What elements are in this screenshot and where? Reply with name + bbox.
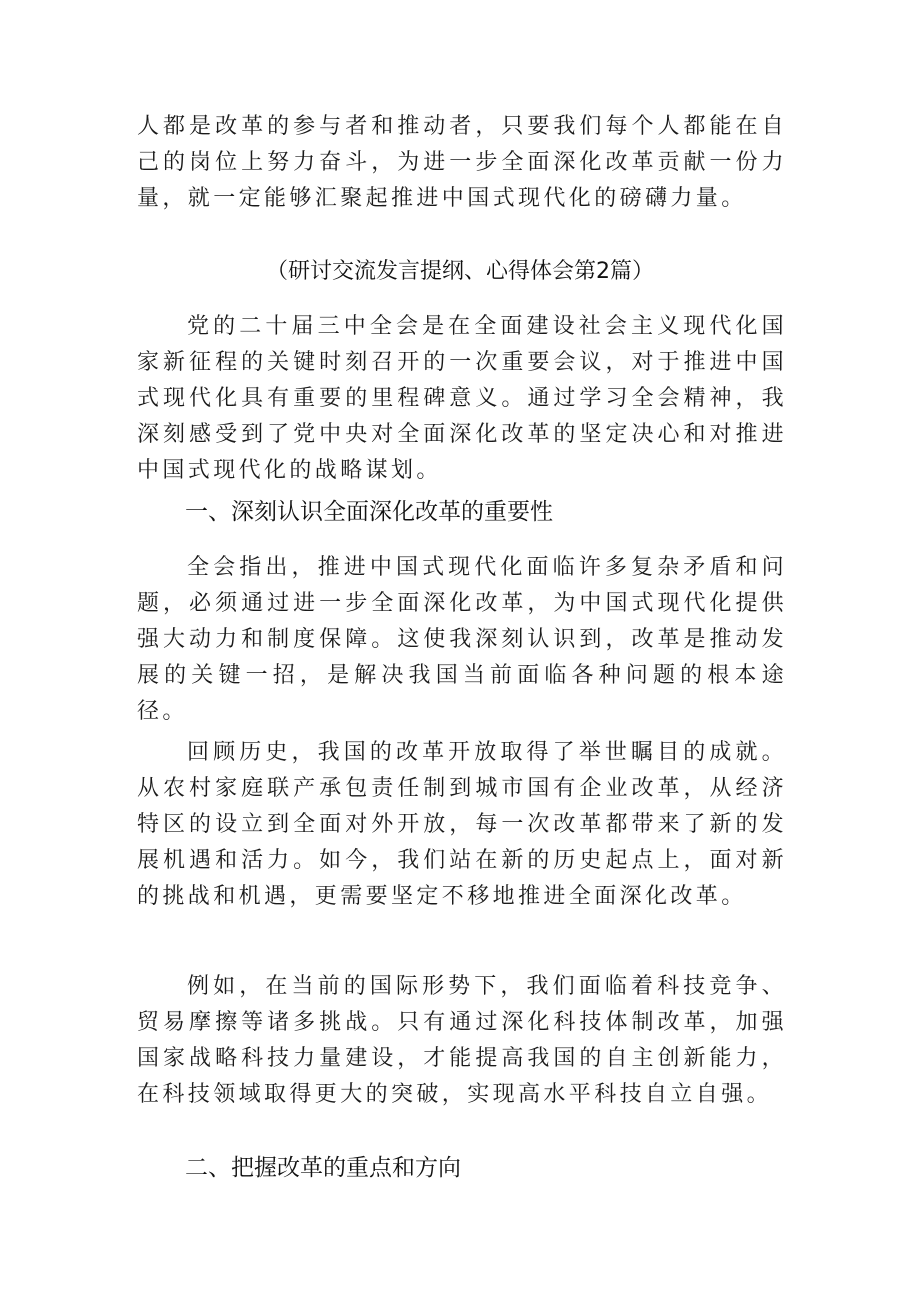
paragraph-history: 回顾历史，我国的改革开放取得了举世瞩目的成就。从农村家庭联产承包责任制到城市国有企业改革，从经济特区的设立到全面对外开放，每一次改革都带来了新的发展机遇和活力。如今，我们站在新的历史起点上，面对新的挑战和机遇，更需要坚定不移地推进全面深化改革。 bbox=[137, 740, 787, 909]
heading-two: 二、把握改革的重点和方向 bbox=[185, 1155, 461, 1181]
paragraph-example: 例如，在当前的国际形势下，我们面临着科技竞争、贸易摩擦等诸多挑战。只有通过深化科技体制改革，加强国家战略科技力量建设，才能提高我国的自主创新能力，在科技领域取得更大的突破，实现高水平科技自立自强。 bbox=[137, 974, 787, 1107]
section-subtitle: （研讨交流发言提纲、心得体会第2篇） bbox=[266, 259, 654, 284]
heading-one: 一、深刻认识全面深化改革的重要性 bbox=[185, 499, 553, 525]
paragraph-reform-importance: 全会指出，推进中国式现代化面临许多复杂矛盾和问题，必须通过进一步全面深化改革，为中国式现代化提供强大动力和制度保障。这使我深刻认识到，改革是推动发展的关键一招，是解决我国当前面临各种问题的根本途径。 bbox=[137, 555, 787, 724]
paragraph-continuation: 人都是改革的参与者和推动者，只要我们每个人都能在自己的岗位上努力奋斗，为进一步全面深化改革贡献一份力量，就一定能够汇聚起推进中国式现代化的磅礴力量。 bbox=[137, 114, 787, 211]
paragraph-intro: 党的二十届三中全会是在全面建设社会主义现代化国家新征程的关键时刻召开的一次重要会议，对于推进中国式现代化具有重要的里程碑意义。通过学习全会精神，我深刻感受到了党中央对全面深化改革的坚定决心和对推进中国式现代化的战略谋划。 bbox=[137, 314, 787, 483]
